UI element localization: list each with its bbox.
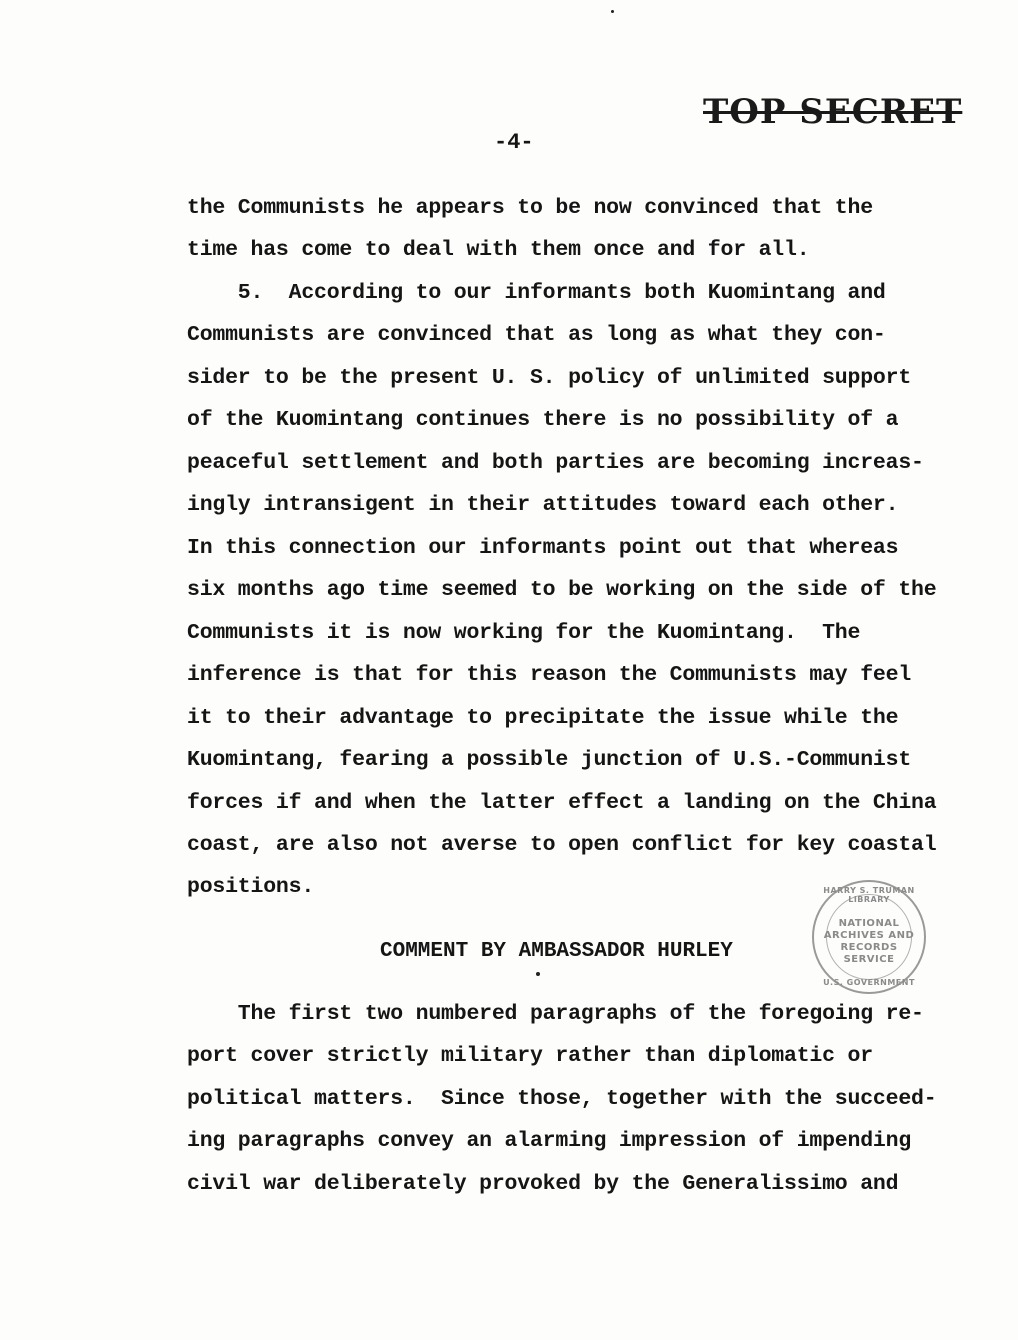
comment-line-2: port cover strictly military rather than diplomatic or	[187, 1044, 873, 1068]
body-line-9: In this connection our informants point out that whereas	[187, 536, 899, 560]
ink-dot	[536, 972, 540, 976]
body-line-15: forces if and when the latter effect a landing on the China	[187, 791, 937, 815]
seal-center-3: RECORDS	[840, 942, 898, 953]
body-line-1: the Communists he appears to be now convinced that the	[187, 196, 873, 220]
comment-line-1: The first two numbered paragraphs of the foregoing re-	[187, 1002, 924, 1026]
body-line-4: Communists are convinced that as long as what they con-	[187, 323, 886, 347]
body-line-11: Communists it is now working for the Kuomintang. The	[187, 621, 861, 645]
body-line-13: it to their advantage to precipitate the issue while the	[187, 706, 899, 730]
body-line-10: six months ago time seemed to be working on the side of the	[187, 578, 937, 602]
body-line-6: of the Kuomintang continues there is no possibility of a	[187, 408, 899, 432]
body-line-5: sider to be the present U. S. policy of unlimited support	[187, 366, 912, 390]
archives-seal	[812, 880, 926, 994]
body-line-16: coast, are also not averse to open conflict for key coastal	[187, 833, 937, 857]
seal-arc-top: HARRY S. TRUMAN LIBRARY	[823, 886, 915, 904]
seal-center-2: ARCHIVES AND	[823, 930, 915, 941]
comment-heading: COMMENT BY AMBASSADOR HURLEY	[380, 940, 733, 963]
body-line-17: positions.	[187, 875, 315, 899]
seal-center-4: SERVICE	[843, 954, 895, 965]
classification-stamp: TOP SECRET	[703, 92, 963, 132]
body-line-2: time has come to deal with them once and for all.	[187, 238, 810, 262]
comment-line-5: civil war deliberately provoked by the Generalissimo and	[187, 1172, 899, 1196]
body-line-12: inference is that for this reason the Communists may feel	[187, 663, 912, 687]
body-line-14: Kuomintang, fearing a possible junction of U.S.-Communist	[187, 748, 912, 772]
body-line-7: peaceful settlement and both parties are becoming increas-	[187, 451, 924, 475]
page-number: -4-	[494, 130, 534, 155]
comment-line-3: political matters. Since those, together with the succeed-	[187, 1087, 937, 1111]
seal-center-1: NATIONAL	[838, 918, 900, 929]
body-line-3: 5. According to our informants both Kuomintang and	[187, 281, 886, 305]
comment-line-4: ing paragraphs convey an alarming impression of impending	[187, 1129, 912, 1153]
seal-arc-bottom: U.S. GOVERNMENT	[823, 978, 915, 987]
ink-dot-top	[611, 10, 614, 13]
body-line-8: ingly intransigent in their attitudes toward each other.	[187, 493, 899, 517]
